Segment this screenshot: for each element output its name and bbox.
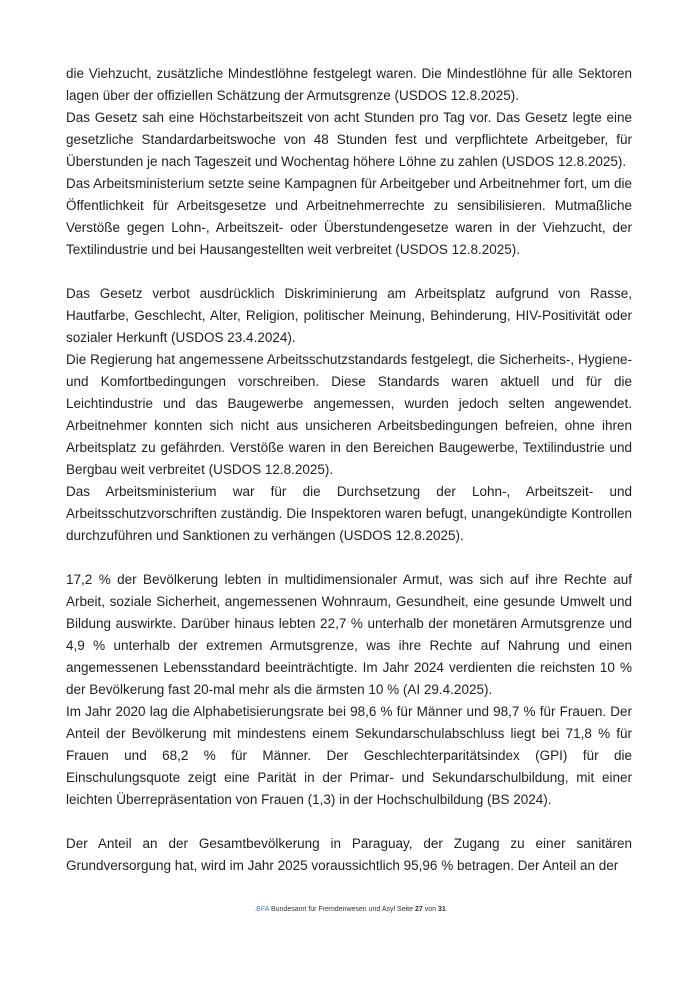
paragraph: Im Jahr 2020 lag die Alphabetisierungsrate bei 98,6 % für Männer und 98,7 % für Frauen. Der Anteil der Bevölkerung mit mindestens einem Sekundarschulabschluss liegt bei 71,8 % für Frauen und 68,2 % für Männer. Der Geschlechterparitätsindex (GPI) für die Einschulungsquote zeigt eine Parität in der Primar- und Sekundarschulbildung, mit einer leichten Überrepräsentation von Frauen (1,3) in der Hochschulbildung (BS 2024). [66,704,632,807]
bfa-logo-text: .BFA [254,906,270,913]
footer-page-label: Seite [397,906,414,913]
paragraph: Der Anteil an der Gesamtbevölkerung in Paraguay, der Zugang zu einer sanitären Grundversorgung hat, wird im Jahr 2025 voraussichtlich 95,96 % betragen. Der Anteil an der [66,836,632,873]
paragraph: Das Arbeitsministerium war für die Durchsetzung der Lohn-, Arbeitszeit- und Arbeitsschutzvorschriften zuständig. Die Inspektoren waren befugt, unangekündigte Kontrollen durchzuführen und Sanktionen zu verhängen (USDOS 12.8.2025). [66,484,632,543]
paragraph: Die Regierung hat angemessene Arbeitsschutzstandards festgelegt, die Sicherheits-, Hygiene- und Komfortbedingungen vorschreiben. Diese Standards waren aktuell und für die Leichtindustrie und das Baugewerbe angemessen, wurden jedoch selten angewendet. Arbeitnehmer konnten sich nicht aus unsicheren Arbeitsbedingungen befreien, ohne ihren Arbeitsplatz zu gefährden. Verstöße waren in den Bereichen Baugewerbe, Textilindustrie und Bergbau weit verbreitet (USDOS 12.8.2025). [66,352,632,477]
paragraph: Das Arbeitsministerium setzte seine Kampagnen für Arbeitgeber und Arbeitnehmer fort, um die Öffentlichkeit für Arbeitsgesetze und Arbeitnehmerrechte zu sensibilisieren. Mutmaßliche Verstöße gegen Lohn-, Arbeitszeit- oder Überstundengesetze waren in der Viehzucht, der Textilindustrie und bei Hausangestellten weit verbreitet (USDOS 12.8.2025). [66,176,632,257]
footer-of-label: von [424,906,437,913]
footer-page-total: 31 [437,906,446,913]
paragraph: Das Gesetz verbot ausdrücklich Diskriminierung am Arbeitsplatz aufgrund von Rasse, Hautfarbe, Geschlecht, Alter, Religion, politischer Meinung, Behinderung, HIV-Positivität oder sozialer Herkunft (USDOS 23.4.2024). [66,286,632,345]
footer-page-number: 27 [414,906,423,913]
paragraph: Das Gesetz sah eine Höchstarbeitszeit von acht Stunden pro Tag vor. Das Gesetz legte eine gesetzliche Standardarbeitswoche von 48 Stunden fest und verpflichtete Arbeitgeber, für Überstunden je nach Tageszeit und Wochentag höhere Löhne zu zahlen (USDOS 12.8.2025). [66,110,632,169]
page-footer [0,906,700,913]
paragraph: die Viehzucht, zusätzliche Mindestlöhne festgelegt waren. Die Mindestlöhne für alle Sektoren lagen über der offiziellen Schätzung der Armutsgrenze (USDOS 12.8.2025). [66,66,632,103]
document-body [66,63,632,877]
footer-org: Bundesamt für Fremdenwesen und Asyl [270,906,396,913]
paragraph: 17,2 % der Bevölkerung lebten in multidimensionaler Armut, was sich auf ihre Rechte auf Arbeit, soziale Sicherheit, angemessenen Wohnraum, Gesundheit, eine gesunde Umwelt und Bildung auswirkte. Darüber hinaus lebten 22,7 % unterhalb der monetären Armutsgrenze und 4,9 % unterhalb der extremen Armutsgrenze, was ihre Rechte auf Nahrung und einen angemessenen Lebensstandard beeinträchtigte. Im Jahr 2024 verdienten die reichsten 10 % der Bevölkerung fast 20-mal mehr als die ärmsten 10 % (AI 29.4.2025). [66,572,632,697]
